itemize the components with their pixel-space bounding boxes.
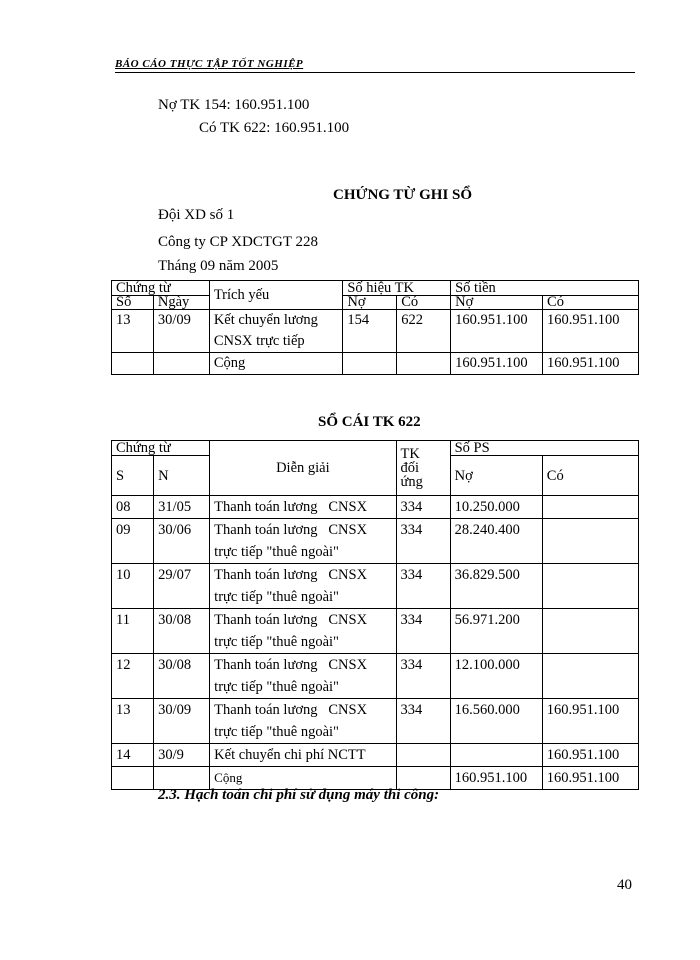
ledger-header-dien-giai: Diễn giải (210, 441, 396, 496)
cell-n: 30/08 (154, 609, 210, 654)
cell-tk: 334 (396, 609, 450, 654)
cell-co (542, 654, 638, 699)
cell-no (450, 744, 542, 767)
header-chung-tu: Chứng từ (112, 281, 210, 296)
cell-tk-no: 154 (343, 310, 397, 353)
dien-giai-line-1: Thanh toán lương CNSX (214, 612, 368, 628)
cell-n: 30/06 (154, 519, 210, 564)
ledger-header-n: N (154, 456, 210, 496)
ledger-header-so-ps: Số PS (450, 441, 638, 456)
cell-dien-giai (210, 496, 396, 519)
running-header (115, 54, 635, 73)
trich-yeu-line-2: CNSX trực tiếp (213, 333, 305, 349)
header-tk-no: Nợ (343, 296, 397, 310)
header-so-hieu-tk: Số hiệu TK (343, 281, 451, 296)
voucher-title: CHỨNG TỪ GHI SỔ (333, 187, 473, 203)
dien-giai-line-1: Kết chuyển chi phí NCTT (214, 747, 366, 763)
header-tk-co: Có (397, 296, 451, 310)
voucher-table (111, 280, 639, 375)
cell-no: 28.240.400 (450, 519, 542, 564)
cell-tien-co: 160.951.100 (543, 310, 639, 353)
cell-n: 30/08 (154, 654, 210, 699)
cell-dien-giai (210, 519, 396, 564)
cell-dien-giai (210, 744, 396, 767)
tk-doi-ung-1: TK (400, 446, 420, 462)
cell-s: 08 (112, 496, 154, 519)
dien-giai-line-1: Thanh toán lương CNSX (214, 499, 368, 515)
cell-so: 13 (112, 310, 154, 353)
cell-no: 10.250.000 (450, 496, 542, 519)
cell-tk: 334 (396, 654, 450, 699)
cell-tien-no: 160.951.100 (451, 310, 543, 353)
dien-giai-line-2: trực tiếp "thuê ngoài" (214, 679, 339, 695)
cell-s: 11 (112, 609, 154, 654)
cell-tk: 334 (396, 519, 450, 564)
cell-dien-giai (210, 564, 396, 609)
dien-giai-line-2: trực tiếp "thuê ngoài" (214, 724, 339, 740)
cell-co (542, 519, 638, 564)
ledger-header-s: S (112, 456, 154, 496)
cell-s: 12 (112, 654, 154, 699)
debit-entry: Nợ TK 154: 160.951.100 (158, 97, 310, 113)
dien-giai-line-1: Thanh toán lương CNSX (214, 657, 368, 673)
cell-co (542, 609, 638, 654)
cell-no: 16.560.000 (450, 699, 542, 744)
cell-s: 13 (112, 699, 154, 744)
running-header-text: BÁO CÁO THỰC TẬP TỐT NGHIỆP (115, 58, 304, 70)
section-heading: 2.3. Hạch toán chi phí sử dụng máy thi công: (158, 787, 440, 803)
dien-giai-line-2: trực tiếp "thuê ngoài" (214, 589, 339, 605)
cell-dien-giai (210, 609, 396, 654)
table-row (112, 654, 639, 699)
cell-s: 09 (112, 519, 154, 564)
ledger-table (111, 440, 639, 790)
cell-tk (396, 744, 450, 767)
credit-entry: Có TK 622: 160.951.100 (199, 120, 350, 136)
table-row (112, 496, 639, 519)
cell-s: 10 (112, 564, 154, 609)
header-tien-no: Nợ (451, 296, 543, 310)
cell-co: 160.951.100 (542, 699, 638, 744)
table-row (112, 699, 639, 744)
cell-s: 14 (112, 744, 154, 767)
cell-tk-co: 622 (397, 310, 451, 353)
table-row (112, 519, 639, 564)
voucher-unit: Đội XD số 1 (158, 207, 235, 223)
cell-tk: 334 (396, 564, 450, 609)
header-so-tien: Số tiền (451, 281, 639, 296)
page-number: 40 (617, 877, 632, 893)
voucher-company: Công ty CP XDCTGT 228 (158, 234, 319, 250)
cell-no: 56.971.200 (450, 609, 542, 654)
ledger-header-tk-doi-ung (396, 441, 450, 496)
cell-ngay: 30/09 (153, 310, 209, 353)
cell-dien-giai (210, 654, 396, 699)
total-row (112, 353, 639, 375)
cell-n: 29/07 (154, 564, 210, 609)
cell-tk: 334 (396, 699, 450, 744)
dien-giai-line-1: Thanh toán lương CNSX (214, 702, 368, 718)
ledger-total-label: Cộng (210, 767, 396, 790)
ledger-header-co: Có (542, 456, 638, 496)
cell-co (542, 564, 638, 609)
total-label: Cộng (209, 353, 343, 375)
ledger-total-co: 160.951.100 (542, 767, 638, 790)
dien-giai-line-2: trực tiếp "thuê ngoài" (214, 634, 339, 650)
voucher-month: Tháng 09 năm 2005 (158, 258, 279, 274)
table-row (112, 310, 639, 353)
header-ngay: Ngày (153, 296, 209, 310)
total-no: 160.951.100 (451, 353, 543, 375)
table-row (112, 564, 639, 609)
header-tien-co: Có (543, 296, 639, 310)
table-row (112, 744, 639, 767)
cell-trich-yeu (209, 310, 343, 353)
ledger-title: SỔ CÁI TK 622 (318, 414, 421, 430)
ledger-total-no: 160.951.100 (450, 767, 542, 790)
cell-n: 30/9 (154, 744, 210, 767)
ledger-header-no: Nợ (450, 456, 542, 496)
cell-dien-giai (210, 699, 396, 744)
cell-n: 30/09 (154, 699, 210, 744)
table-row (112, 609, 639, 654)
dien-giai-line-2: trực tiếp "thuê ngoài" (214, 544, 339, 560)
cell-no: 36.829.500 (450, 564, 542, 609)
header-trich-yeu: Trích yếu (209, 281, 343, 310)
cell-tk: 334 (396, 496, 450, 519)
tk-doi-ung-2: đối (400, 460, 420, 476)
cell-co (542, 496, 638, 519)
dien-giai-line-1: Thanh toán lương CNSX (214, 522, 368, 538)
tk-doi-ung-3: ứng (400, 474, 423, 490)
cell-co: 160.951.100 (542, 744, 638, 767)
cell-no: 12.100.000 (450, 654, 542, 699)
header-so: Số (112, 296, 154, 310)
ledger-header-chung-tu: Chứng từ (112, 441, 210, 456)
dien-giai-line-1: Thanh toán lương CNSX (214, 567, 368, 583)
cell-n: 31/05 (154, 496, 210, 519)
trich-yeu-line-1: Kết chuyển lương (213, 312, 318, 328)
total-co: 160.951.100 (543, 353, 639, 375)
